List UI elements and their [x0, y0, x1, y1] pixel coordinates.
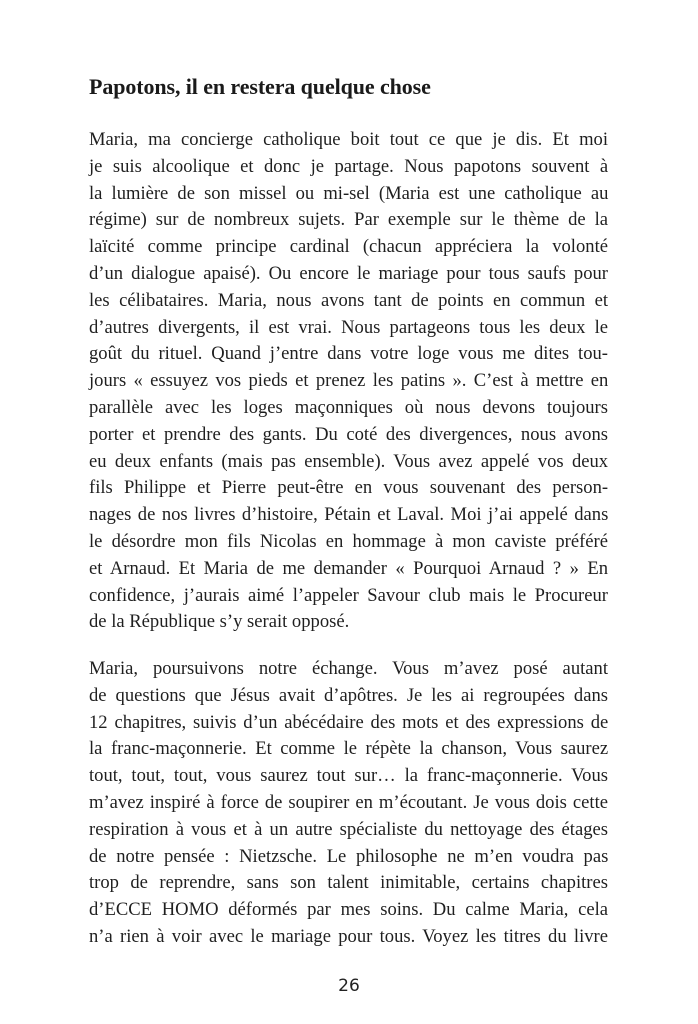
text-line: d’un dialogue apaisé). Ou encore le mariage pour tous saufs pour	[89, 262, 608, 284]
text-line: Maria, poursuivons notre échange. Vous m’avez posé autant	[89, 658, 608, 679]
text-line: de notre pensée : Nietzsche. Le philosophe ne m’en voudra pas	[89, 845, 609, 867]
text-line: tout, tout, tout, vous saurez tout sur… la franc-maçonnerie. Vous	[89, 765, 608, 787]
text-line: porter et prendre des gants. Du coté des divergences, nous avons	[89, 423, 608, 445]
text-line: les célibataires. Maria, nous avons tant de points en commun et	[89, 289, 608, 311]
text-line: de questions que Jésus avait d’apôtres. Je les ai regroupées dans	[89, 684, 608, 706]
paragraph-1	[89, 127, 608, 636]
text-line: jours « essuyez vos pieds et prenez les patins ». C’est à mettre en	[89, 370, 609, 392]
text-line: nages de nos livres d’histoire, Pétain et Laval. Moi j’ai appelé dans	[89, 504, 609, 526]
text-line: eu deux enfants (mais pas ensemble). Vous avez appelé vos deux	[89, 450, 609, 472]
text-line: fils Philippe et Pierre peut-être en vous souvenant des person-	[89, 477, 609, 499]
text-line: m’avez inspiré à force de soupirer en m’écoutant. Je vous dois cette	[89, 791, 608, 813]
text-line: et Arnaud. Et Maria de me demander « Pourquoi Arnaud ? » En	[89, 557, 608, 579]
text-line: d’autres divergents, il est vrai. Nous partageons tous les deux le	[89, 316, 608, 338]
text-line: régime) sur de nombreux sujets. Par exemple sur le thème de la	[89, 209, 608, 231]
text-line: la franc-maçonnerie. Et comme le répète la chanson, Vous saurez	[89, 738, 609, 760]
text-line: goût du rituel. Quand j’entre dans votre loge vous me dites tou-	[89, 343, 608, 365]
text-line: de la République s’y serait opposé.	[89, 611, 350, 633]
text-line: trop de reprendre, sans son talent inimitable, certains chapitres	[89, 872, 608, 894]
text-line: n’a rien à voir avec le mariage pour tous. Voyez les titres du livre	[89, 925, 608, 947]
text-line: je suis alcoolique et donc je partage. Nous papotons souvent à	[89, 155, 609, 177]
page-number: 26	[338, 976, 360, 996]
text-line: Maria, ma concierge catholique boit tout ce que je dis. Et moi	[89, 129, 608, 150]
paragraph-2	[89, 656, 608, 951]
text-line: confidence, j’aurais aimé l’appeler Savour club mais le Procureur	[89, 584, 608, 606]
text-line: d’ECCE HOMO déformés par mes soins. Du calme Maria, cela	[89, 899, 608, 921]
text-line: laïcité comme principe cardinal (chacun appréciera la volonté	[89, 236, 608, 258]
text-line: la lumière de son missel ou mi-sel (Maria est une catholique au	[89, 182, 609, 204]
text-line: le désordre mon fils Nicolas en hommage à mon caviste préféré	[89, 530, 608, 552]
text-line: parallèle avec les loges maçonniques où nous devons toujours	[89, 396, 608, 418]
text-line: respiration à vous et à un autre spécialiste du nettoyage des étages	[89, 818, 609, 840]
text-line: 12 chapitres, suivis d’un abécédaire des mots et des expressions de	[89, 711, 609, 733]
section-heading: Papotons, il en restera quelque chose	[89, 74, 431, 99]
